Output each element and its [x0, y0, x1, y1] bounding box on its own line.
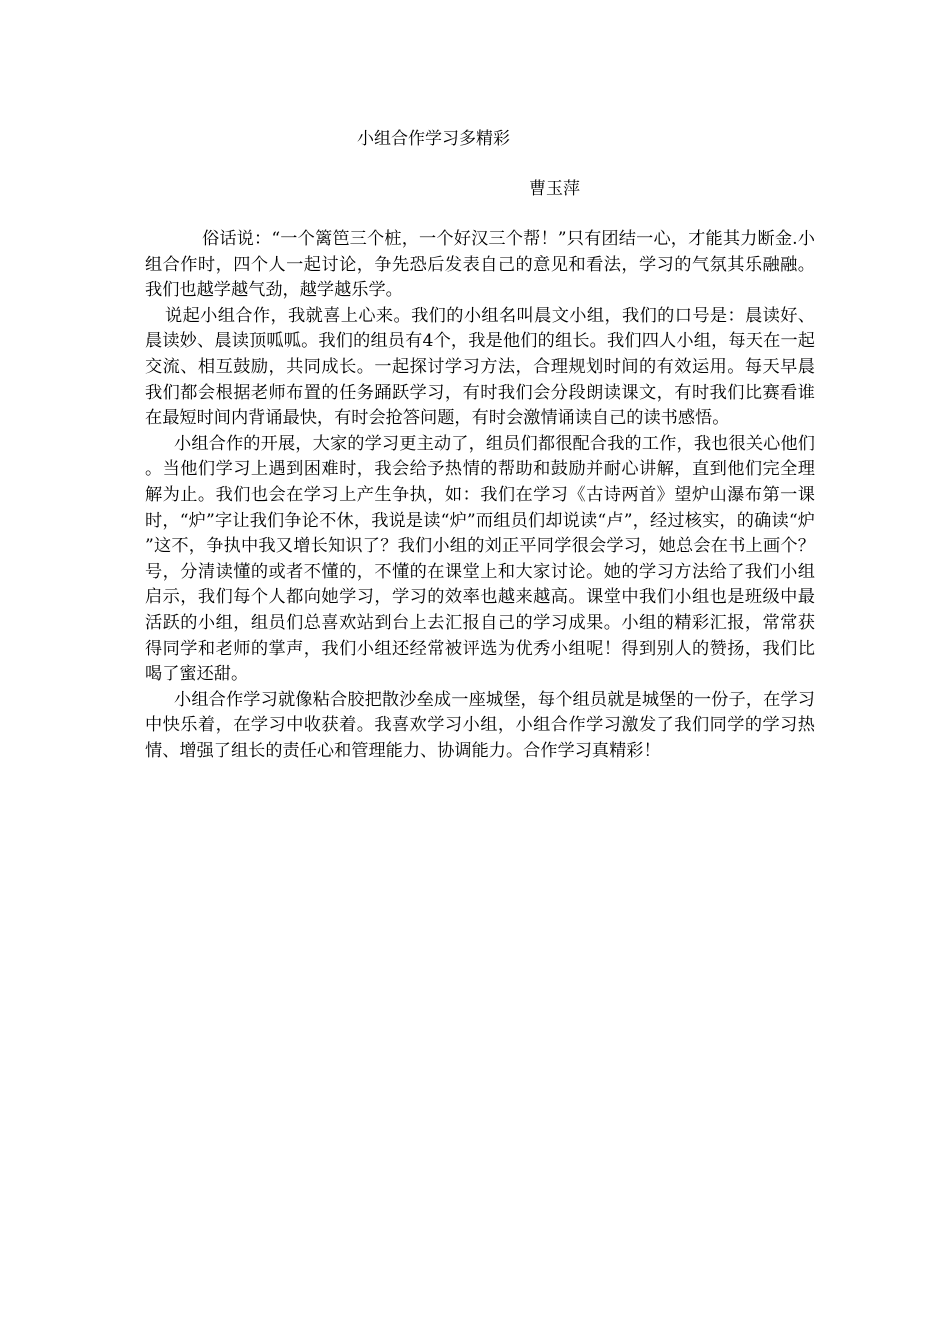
- document-author: 曹玉萍: [529, 179, 580, 199]
- paragraph-2: 说起小组合作，我就喜上心来。我们的小组名叫晨文小组，我们的口号是：晨读好、晨读妙、晨读顶呱呱。我们的组员有4个，我是他们的组长。我们四人小组，每天在一起交流、相互鼓励，共同成长。一起探讨学习方法，合理规划时间的有效运用。每天早晨我们都会根据老师布置的任务踊跃学习，有时我们会分段朗读课文，有时我们比赛看谁在最短时间内背诵最快，有时会抢答问题，有时会激情诵读自己的读书感悟。: [145, 305, 815, 429]
- paragraph-3: 小组合作的开展，大家的学习更主动了，组员们都很配合我的工作，我也很关心他们。当他们学习上遇到困难时，我会给予热情的帮助和鼓励并耐心讲解，直到他们完全理解为止。我们也会在学习上产生争执，如：我们在学习《古诗两首》望炉山瀑布第一课时，“炉”字让我们争论不休，我说是读“炉”而组员们却说读“卢”，经过核实，的确读“炉”这不，争执中我又增长知识了？我们小组的刘正平同学很会学习，她总会在书上画个？号，分清读懂的或者不懂的，不懂的在课堂上和大家讨论。她的学习方法给了我们小组启示，我们每个人都向她学习，学习的效率也越来越高。课堂中我们小组也是班级中最活跃的小组，组员们总喜欢站到台上去汇报自己的学习成果。小组的精彩汇报，常常获得同学和老师的掌声，我们小组还经常被评选为优秀小组呢！得到别人的赞扬，我们比喝了蜜还甜。: [145, 433, 815, 685]
- document-body: [145, 227, 815, 764]
- paragraph-4: 小组合作学习就像粘合胶把散沙垒成一座城堡，每个组员就是城堡的一份子，在学习中快乐着，在学习中收获着。我喜欢学习小组，小组合作学习激发了我们同学的学习热情、增强了组长的责任心和管理能力、协调能力。合作学习真精彩！: [145, 689, 815, 761]
- paragraph-1: 俗话说：“一个篱笆三个桩，一个好汉三个帮！”只有团结一心，才能其力断金.小组合作时，四个人一起讨论，争先恐后发表自己的意见和看法，学习的气氛其乐融融。我们也越学越气劲，越学越乐学。: [145, 229, 815, 301]
- document-title: 小组合作学习多精彩: [357, 129, 510, 149]
